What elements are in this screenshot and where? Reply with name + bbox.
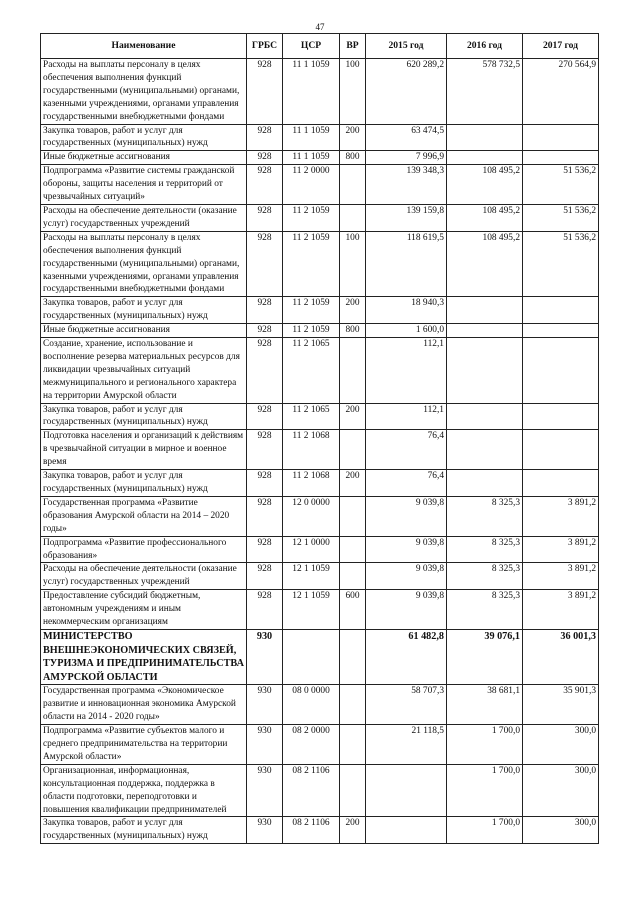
table-row bbox=[41, 338, 599, 404]
cell-2017 bbox=[523, 124, 599, 151]
cell-2015: 9 039,8 bbox=[366, 563, 447, 590]
cell-csr: 11 2 1068 bbox=[283, 470, 340, 497]
cell-vr: 100 bbox=[340, 59, 366, 125]
cell-2017: 36 001,3 bbox=[523, 629, 599, 684]
cell-name: МИНИСТЕРСТВО ВНЕШНЕЭКОНОМИЧЕСКИХ СВЯЗЕЙ, ТУРИЗМА И ПРЕДПРИНИМАТЕЛЬСТВА АМУРСКОЙ ОБЛАСТИ bbox=[41, 629, 247, 684]
cell-2017 bbox=[523, 338, 599, 404]
cell-grbs: 928 bbox=[247, 403, 283, 430]
cell-2015: 76,4 bbox=[366, 430, 447, 470]
cell-name: Закупка товаров, работ и услуг для государственных (муниципальных) нужд bbox=[41, 470, 247, 497]
cell-2016 bbox=[447, 430, 523, 470]
cell-2017 bbox=[523, 297, 599, 324]
cell-csr bbox=[283, 629, 340, 684]
cell-name: Расходы на обеспечение деятельности (оказание услуг) государственных учреждений bbox=[41, 563, 247, 590]
cell-2017: 35 901,3 bbox=[523, 685, 599, 725]
cell-csr: 11 2 1068 bbox=[283, 430, 340, 470]
header-2015: 2015 год bbox=[366, 34, 447, 59]
cell-2016 bbox=[447, 297, 523, 324]
table-row bbox=[41, 470, 599, 497]
header-grbs: ГРБС bbox=[247, 34, 283, 59]
cell-csr: 11 2 1059 bbox=[283, 204, 340, 231]
cell-2015 bbox=[366, 764, 447, 817]
cell-csr: 11 2 0000 bbox=[283, 165, 340, 205]
cell-2015: 63 474,5 bbox=[366, 124, 447, 151]
cell-csr: 11 1 1059 bbox=[283, 59, 340, 125]
cell-2017: 3 891,2 bbox=[523, 590, 599, 630]
cell-2016: 39 076,1 bbox=[447, 629, 523, 684]
cell-csr: 11 2 1059 bbox=[283, 231, 340, 297]
header-2016: 2016 год bbox=[447, 34, 523, 59]
cell-2015: 61 482,8 bbox=[366, 629, 447, 684]
cell-2015: 7 996,9 bbox=[366, 151, 447, 165]
cell-grbs: 930 bbox=[247, 764, 283, 817]
cell-2017 bbox=[523, 430, 599, 470]
cell-csr: 08 2 0000 bbox=[283, 725, 340, 765]
cell-vr: 800 bbox=[340, 324, 366, 338]
cell-2017: 3 891,2 bbox=[523, 536, 599, 563]
cell-vr: 200 bbox=[340, 403, 366, 430]
cell-name: Организационная, информационная, консультационная поддержка, поддержка в области подготовки, переподготовки и повышения квалификации предпринимателей bbox=[41, 764, 247, 817]
cell-name: Закупка товаров, работ и услуг для государственных (муниципальных) нужд bbox=[41, 817, 247, 844]
cell-grbs: 928 bbox=[247, 430, 283, 470]
cell-2017 bbox=[523, 470, 599, 497]
header-2017: 2017 год bbox=[523, 34, 599, 59]
cell-2017 bbox=[523, 324, 599, 338]
header-name: Наименование bbox=[41, 34, 247, 59]
cell-2015: 1 600,0 bbox=[366, 324, 447, 338]
header-csr: ЦСР bbox=[283, 34, 340, 59]
cell-2017 bbox=[523, 151, 599, 165]
cell-2016: 108 495,2 bbox=[447, 204, 523, 231]
cell-vr bbox=[340, 536, 366, 563]
page-number: 47 bbox=[315, 22, 325, 32]
cell-grbs: 930 bbox=[247, 685, 283, 725]
cell-2017: 300,0 bbox=[523, 764, 599, 817]
cell-2016: 8 325,3 bbox=[447, 536, 523, 563]
cell-2015: 139 348,3 bbox=[366, 165, 447, 205]
table-row bbox=[41, 764, 599, 817]
cell-grbs: 928 bbox=[247, 563, 283, 590]
cell-grbs: 928 bbox=[247, 204, 283, 231]
cell-2015: 58 707,3 bbox=[366, 685, 447, 725]
cell-grbs: 928 bbox=[247, 536, 283, 563]
cell-2017: 300,0 bbox=[523, 817, 599, 844]
cell-2015: 112,1 bbox=[366, 403, 447, 430]
cell-grbs: 928 bbox=[247, 496, 283, 536]
cell-name: Государственная программа «Развитие образования Амурской области на 2014 – 2020 годы» bbox=[41, 496, 247, 536]
cell-2017: 51 536,2 bbox=[523, 165, 599, 205]
table-row bbox=[41, 430, 599, 470]
cell-grbs: 928 bbox=[247, 151, 283, 165]
cell-grbs: 928 bbox=[247, 231, 283, 297]
header-vr: ВР bbox=[340, 34, 366, 59]
cell-vr bbox=[340, 563, 366, 590]
cell-name: Расходы на выплаты персоналу в целях обеспечения выполнения функций государственными (муниципальными) органами, казенными учреждениями, органами управления государственными внебюджетными фондами bbox=[41, 59, 247, 125]
cell-csr: 12 1 0000 bbox=[283, 536, 340, 563]
cell-csr: 11 1 1059 bbox=[283, 124, 340, 151]
cell-grbs: 928 bbox=[247, 297, 283, 324]
cell-vr bbox=[340, 165, 366, 205]
cell-2016 bbox=[447, 338, 523, 404]
table-row bbox=[41, 151, 599, 165]
cell-vr: 200 bbox=[340, 470, 366, 497]
cell-2016: 8 325,3 bbox=[447, 590, 523, 630]
cell-2016: 38 681,1 bbox=[447, 685, 523, 725]
cell-2017 bbox=[523, 403, 599, 430]
cell-2016 bbox=[447, 403, 523, 430]
cell-csr: 11 2 1065 bbox=[283, 338, 340, 404]
cell-2015: 139 159,8 bbox=[366, 204, 447, 231]
cell-2017: 300,0 bbox=[523, 725, 599, 765]
table-row bbox=[41, 59, 599, 125]
cell-csr: 08 0 0000 bbox=[283, 685, 340, 725]
cell-csr: 11 1 1059 bbox=[283, 151, 340, 165]
cell-2017: 3 891,2 bbox=[523, 563, 599, 590]
cell-2015: 620 289,2 bbox=[366, 59, 447, 125]
table-body bbox=[41, 59, 599, 844]
cell-name: Создание, хранение, использование и восполнение резерва материальных ресурсов для ликвидации чрезвычайных ситуаций межмуниципального и регионального характера на территории Амурской области bbox=[41, 338, 247, 404]
cell-grbs: 928 bbox=[247, 124, 283, 151]
cell-vr: 600 bbox=[340, 590, 366, 630]
cell-2015: 9 039,8 bbox=[366, 590, 447, 630]
cell-2017: 3 891,2 bbox=[523, 496, 599, 536]
cell-2015 bbox=[366, 817, 447, 844]
cell-2016: 8 325,3 bbox=[447, 496, 523, 536]
cell-name: Государственная программа «Экономическое развитие и инновационная экономика Амурской области на 2014 - 2020 годы» bbox=[41, 685, 247, 725]
table-row bbox=[41, 297, 599, 324]
cell-name: Подпрограмма «Развитие субъектов малого и среднего предпринимательства на территории Амурской области» bbox=[41, 725, 247, 765]
cell-2016 bbox=[447, 151, 523, 165]
table-row bbox=[41, 496, 599, 536]
cell-grbs: 928 bbox=[247, 165, 283, 205]
cell-2016: 1 700,0 bbox=[447, 764, 523, 817]
cell-csr: 08 2 1106 bbox=[283, 817, 340, 844]
cell-2016 bbox=[447, 470, 523, 497]
cell-2016: 1 700,0 bbox=[447, 725, 523, 765]
cell-name: Расходы на выплаты персоналу в целях обеспечения выполнения функций государственными (муниципальными) органами, казенными учреждениями, органами управления государственными внебюджетными фондами bbox=[41, 231, 247, 297]
table-row bbox=[41, 165, 599, 205]
cell-vr: 200 bbox=[340, 297, 366, 324]
cell-2015: 112,1 bbox=[366, 338, 447, 404]
table-row bbox=[41, 685, 599, 725]
cell-2017: 270 564,9 bbox=[523, 59, 599, 125]
cell-name: Подпрограмма «Развитие профессионального образования» bbox=[41, 536, 247, 563]
table-header-row bbox=[41, 34, 599, 59]
cell-name: Закупка товаров, работ и услуг для государственных (муниципальных) нужд bbox=[41, 403, 247, 430]
cell-2016: 1 700,0 bbox=[447, 817, 523, 844]
cell-vr bbox=[340, 204, 366, 231]
cell-vr: 200 bbox=[340, 124, 366, 151]
cell-name: Подпрограмма «Развитие системы гражданской обороны, защиты населения и территорий от чрезвычайных ситуаций» bbox=[41, 165, 247, 205]
table-row bbox=[41, 231, 599, 297]
cell-2016: 578 732,5 bbox=[447, 59, 523, 125]
table-row bbox=[41, 590, 599, 630]
cell-2016 bbox=[447, 124, 523, 151]
cell-grbs: 928 bbox=[247, 590, 283, 630]
table-row bbox=[41, 817, 599, 844]
cell-grbs: 930 bbox=[247, 629, 283, 684]
cell-2015: 118 619,5 bbox=[366, 231, 447, 297]
table-row bbox=[41, 629, 599, 684]
cell-2015: 9 039,8 bbox=[366, 496, 447, 536]
cell-csr: 08 2 1106 bbox=[283, 764, 340, 817]
cell-2015: 21 118,5 bbox=[366, 725, 447, 765]
table-row bbox=[41, 725, 599, 765]
table-row bbox=[41, 563, 599, 590]
cell-name: Предоставление субсидий бюджетным, автономным учреждениям и иным некоммерческим организациям bbox=[41, 590, 247, 630]
cell-2016 bbox=[447, 324, 523, 338]
cell-2015: 18 940,3 bbox=[366, 297, 447, 324]
cell-2016: 108 495,2 bbox=[447, 165, 523, 205]
table-row bbox=[41, 204, 599, 231]
cell-grbs: 928 bbox=[247, 470, 283, 497]
cell-name: Закупка товаров, работ и услуг для государственных (муниципальных) нужд bbox=[41, 124, 247, 151]
cell-name: Иные бюджетные ассигнования bbox=[41, 151, 247, 165]
table-row bbox=[41, 324, 599, 338]
cell-2017: 51 536,2 bbox=[523, 231, 599, 297]
cell-vr bbox=[340, 685, 366, 725]
cell-grbs: 928 bbox=[247, 324, 283, 338]
cell-2015: 9 039,8 bbox=[366, 536, 447, 563]
cell-vr bbox=[340, 338, 366, 404]
cell-vr bbox=[340, 725, 366, 765]
cell-vr: 200 bbox=[340, 817, 366, 844]
table-row bbox=[41, 403, 599, 430]
cell-grbs: 930 bbox=[247, 725, 283, 765]
cell-name: Подготовка населения и организаций к действиям в чрезвычайной ситуации в мирное и военное время bbox=[41, 430, 247, 470]
cell-name: Иные бюджетные ассигнования bbox=[41, 324, 247, 338]
cell-2016: 108 495,2 bbox=[447, 231, 523, 297]
cell-csr: 12 0 0000 bbox=[283, 496, 340, 536]
cell-2017: 51 536,2 bbox=[523, 204, 599, 231]
cell-grbs: 928 bbox=[247, 59, 283, 125]
cell-csr: 12 1 1059 bbox=[283, 563, 340, 590]
cell-grbs: 930 bbox=[247, 817, 283, 844]
cell-vr bbox=[340, 496, 366, 536]
cell-2015: 76,4 bbox=[366, 470, 447, 497]
budget-table bbox=[40, 33, 599, 844]
cell-csr: 11 2 1065 bbox=[283, 403, 340, 430]
table-row bbox=[41, 124, 599, 151]
cell-vr bbox=[340, 764, 366, 817]
cell-vr bbox=[340, 430, 366, 470]
cell-csr: 11 2 1059 bbox=[283, 297, 340, 324]
cell-vr: 100 bbox=[340, 231, 366, 297]
cell-grbs: 928 bbox=[247, 338, 283, 404]
cell-vr bbox=[340, 629, 366, 684]
cell-name: Расходы на обеспечение деятельности (оказание услуг) государственных учреждений bbox=[41, 204, 247, 231]
cell-csr: 12 1 1059 bbox=[283, 590, 340, 630]
cell-csr: 11 2 1059 bbox=[283, 324, 340, 338]
cell-vr: 800 bbox=[340, 151, 366, 165]
cell-2016: 8 325,3 bbox=[447, 563, 523, 590]
cell-name: Закупка товаров, работ и услуг для государственных (муниципальных) нужд bbox=[41, 297, 247, 324]
table-row bbox=[41, 536, 599, 563]
